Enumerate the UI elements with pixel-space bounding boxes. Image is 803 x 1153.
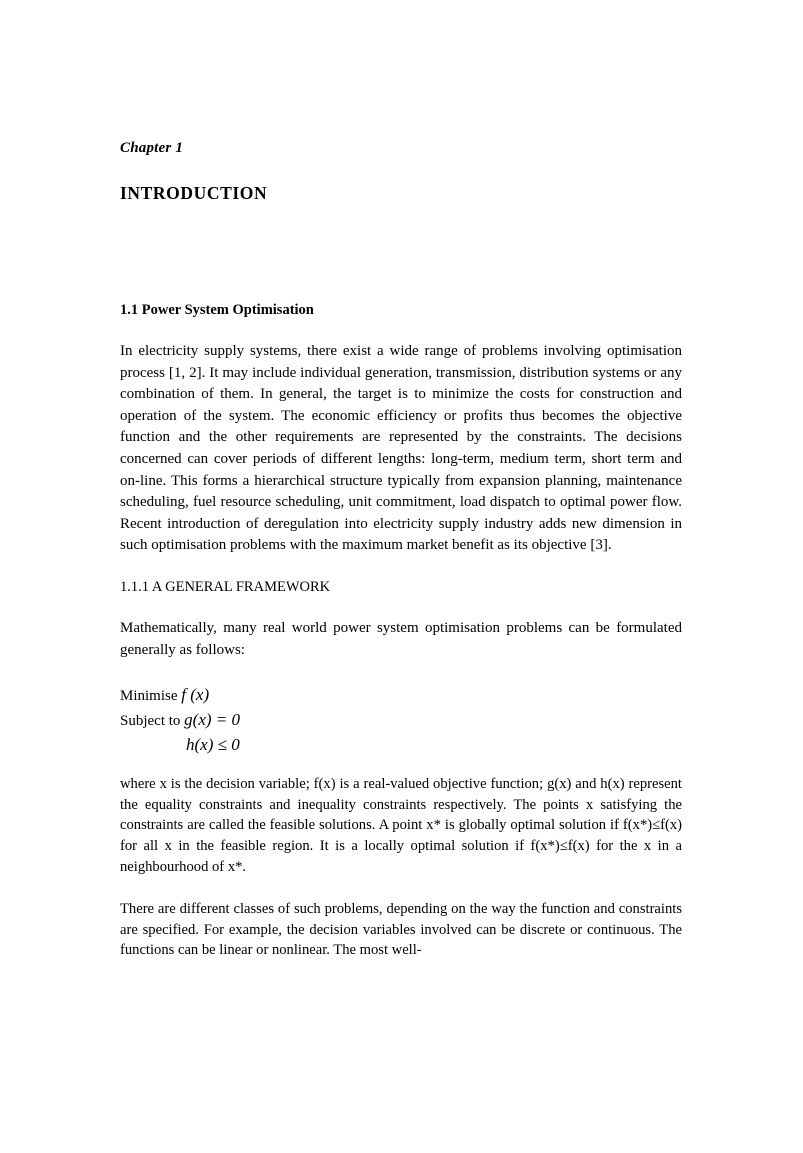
spacer-after-formula: [120, 758, 682, 774]
formula-block: [120, 683, 682, 758]
chapter-label: Chapter 1: [120, 140, 184, 156]
formula-subject-to-label: Subject to: [120, 713, 181, 730]
spacer-after-subsection-heading: [120, 596, 682, 618]
formula-objective-expression: f (x): [181, 685, 210, 705]
section-heading-1-1: 1.1 Power System Optimisation: [120, 302, 314, 318]
spacer-after-section-heading: [120, 319, 682, 341]
spacer-before-closing: [120, 877, 682, 899]
chapter-title: INTRODUCTION: [120, 183, 268, 203]
spacer-before-subsection: [120, 557, 682, 579]
closing-paragraph: There are different classes of such problems, depending on the way the function and constraints are specified. For example, the decision variables involved can be discrete or continuous. The functions can be linear or nonlinear. The most well-: [120, 901, 682, 959]
subsection-heading-1-1-1: 1.1.1 A GENERAL FRAMEWORK: [120, 578, 331, 595]
formula-inequality-constraint: h(x) ≤ 0: [186, 735, 240, 755]
formula-line-3: [120, 733, 682, 758]
formula-line-1: [120, 683, 682, 708]
spacer-before-formula: [120, 661, 682, 683]
formula-line-2: [120, 708, 682, 733]
definition-paragraph: where x is the decision variable; f(x) is a real-valued objective function; g(x) and h(x) represent the equality constraints and inequality constraints respectively. The points x satisfying the constraints are called the feasible solutions. A point x* is globally optimal solution if f(x*)≤f(x) for all x in the feasible region. It is a locally optimal solution if f(x*)≤f(x) for the x in a neighbourhood of x*.: [120, 776, 682, 875]
formula-minimise-label: Minimise: [120, 688, 178, 705]
subsection-intro-paragraph: Mathematically, many real world power system optimisation problems can be formulated generally as follows:: [120, 619, 682, 658]
formula-equality-constraint: g(x) = 0: [184, 710, 241, 730]
section-paragraph: In electricity supply systems, there exist a wide range of problems involving optimisation process [1, 2]. It may include individual generation, transmission, distribution systems or any combination of them. In general, the target is to minimize the costs for construction and operation of the system. The economic efficiency or profits thus becomes the objective function and the other requirements are represented by the constraints. The decisions concerned can cover periods of different lengths: long-term, medium term, short term and on-line. This forms a hierarchical structure typically from expansion planning, maintenance scheduling, fuel resource scheduling, unit commitment, load dispatch to optimal power flow. Recent introduction of deregulation into electricity supply industry adds new dimension in such optimisation problems with the maximum market benefit as its objective [3].: [120, 343, 682, 554]
spacer-after-chapter-title: [120, 204, 682, 302]
page-content: [120, 140, 682, 961]
